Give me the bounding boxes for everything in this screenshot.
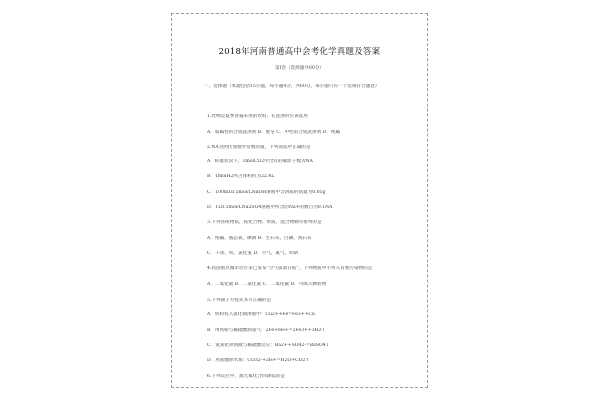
section-instructions: 一、选择题（本题包括15小题，每小题4分，共60分。每小题只有一个选项符合题意）	[204, 84, 380, 89]
question-line: 1.丝绸是夏季普遍采用的衣料，在洗涤时应该选用	[207, 114, 308, 119]
part-heading: 第Ⅰ卷（选择题共60分）	[274, 66, 324, 71]
question-line: 5.下列离子方程式书写正确的是	[207, 298, 272, 303]
question-line: 2.NA为阿伏加德罗常数的值，下列说法中正确的是	[207, 145, 311, 150]
question-line: 3.下列各组物质，按化合物、单质、混合物顺序排列的是	[207, 220, 322, 225]
question-line: 6.下列反应中，加元素化合价降低的是	[207, 374, 285, 379]
option-line: D．1L0.1mol/LNa2SO4溶液中所含的Na+的数目为0.1NA	[207, 205, 333, 210]
option-line: A．标准状况下，1molCO2中含有的碳原子数为NA	[207, 159, 313, 164]
option-line: A．二氧化硫 B．二氧化氮 C．二氧化碳 D．可吸入颗粒物	[207, 282, 327, 287]
option-line: C．氢氧化钡溶液与稀硫酸反应：Ba2++SO42-=BaSO4↓	[207, 343, 330, 348]
option-line: C．干冰、铁、氯化氢 D．空气、氮气、明矾	[207, 251, 299, 256]
document-title: 2018年河南普通高中会考化学真题及答案	[218, 47, 381, 57]
question-line: 4.我国重点城市近年来已发布“空气质量日报”。下列物质中不列入首要污染物的是	[207, 266, 373, 271]
option-line: D．用盐酸除水垢：CO32-+2H+=H2O+CO2↑	[207, 358, 310, 363]
option-line: B．用铁粉与稀硫酸制氢气：2Fe+6H+=2Fe3++3H2↑	[207, 328, 326, 333]
option-line: A．铁粉投入氯化铜溶液中：Cu2++Fe=Fe3++Cu	[207, 312, 315, 317]
option-line: A．弱碱性的合成洗涤剂 B．肥皂 C．中性的合成洗涤剂 D．纯碱	[207, 130, 341, 135]
option-line: A．纯碱、液态氧、碘酒 B．生石灰、白磷、熟石灰	[207, 236, 312, 241]
document-page	[171, 13, 428, 388]
option-line: B．1molH2所占体积约为22.4L	[207, 174, 275, 179]
option-line: C．100mL0.5mol/LNaOH溶液中含溶质的质量为0.05g	[207, 190, 326, 195]
